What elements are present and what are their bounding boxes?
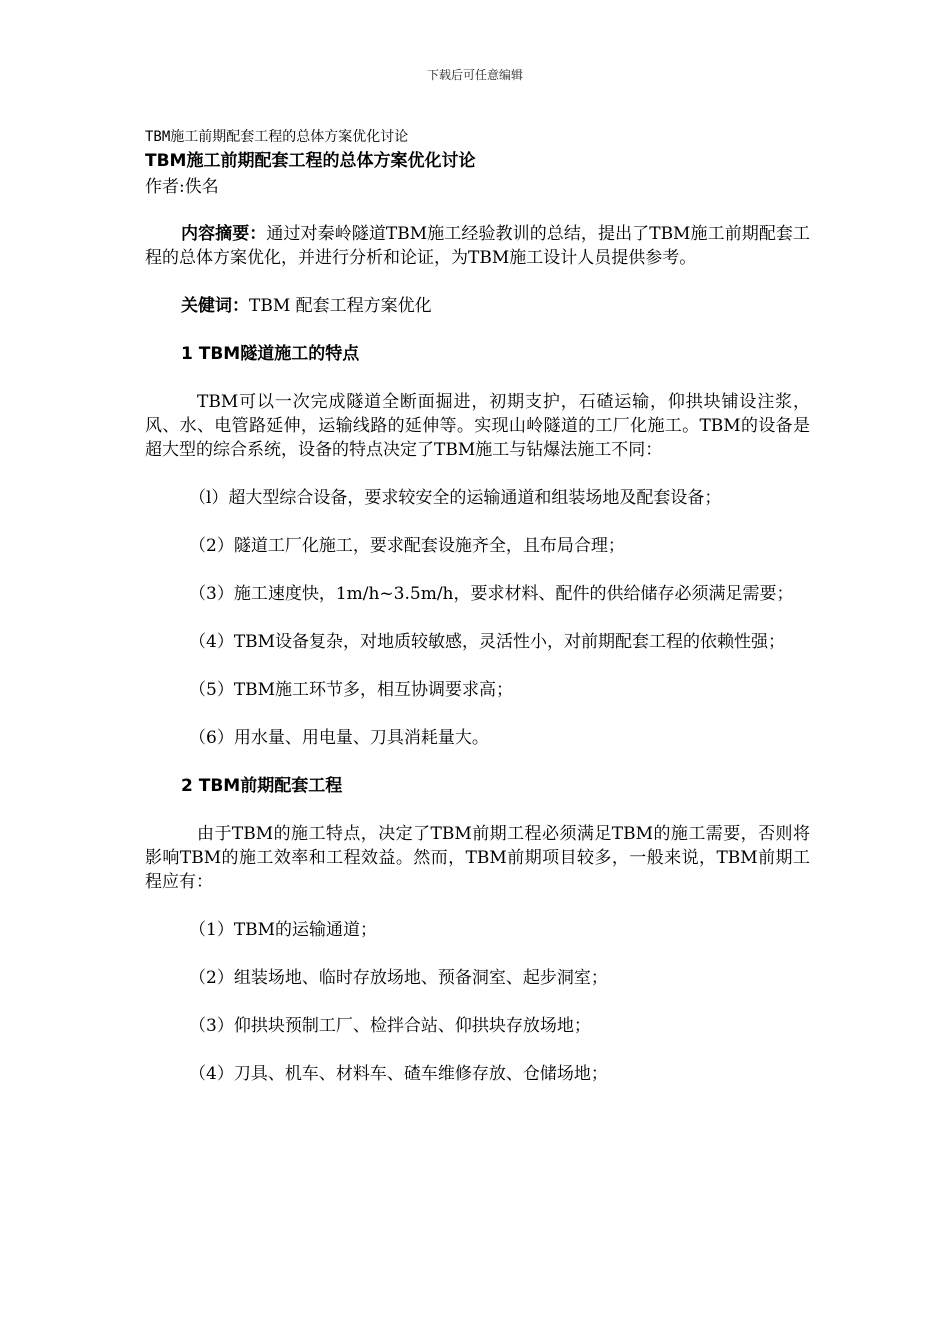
- list-item: （3）施工速度快，1m/h~3.5m/h，要求材料、配件的供给储存必须满足需要；: [189, 584, 794, 604]
- section1-intro: TBM可以一次完成隧道全断面掘进，初期支护，石碴运输，仰拱块铺设注浆，风、水、电管路延伸，运输线路的延伸等。实现山岭隧道的工厂化施工。TBM的设备是超大型的综合系统，设备的特点决定了TBM施工与钻爆法施工不同：: [145, 392, 810, 460]
- abstract-paragraph: [145, 222, 810, 270]
- author-line: 作者:佚名: [145, 177, 219, 197]
- document-body: [145, 126, 810, 1086]
- list-item: （3）仰拱块预制工厂、检拌合站、仰拱块存放场地；: [189, 1016, 591, 1036]
- list-item: （2）组装场地、临时存放场地、预备洞室、起步洞室；: [189, 968, 608, 988]
- list-item: （5）TBM施工环节多，相互协调要求高；: [189, 680, 514, 700]
- abstract-label: 内容摘要：: [181, 224, 267, 244]
- small-title: TBM施工前期配套工程的总体方案优化讨论: [145, 129, 409, 145]
- keywords-text: TBM 配套工程方案优化: [249, 296, 432, 316]
- section-heading-1: 1 TBM隧道施工的特点: [181, 344, 360, 364]
- section-heading-2: 2 TBM前期配套工程: [181, 776, 343, 796]
- keywords-paragraph: [145, 294, 810, 318]
- keywords-label: 关健词：: [181, 296, 249, 316]
- abstract-text: 通过对秦岭隧道TBM施工经验教训的总结，提出了TBM施工前期配套工程的总体方案优化，并进行分析和论证，为TBM施工设计人员提供参考。: [145, 224, 811, 268]
- list-item: （l）超大型综合设备，要求较安全的运输通道和组装场地及配套设备；: [189, 488, 722, 508]
- page-title: TBM施工前期配套工程的总体方案优化讨论: [145, 151, 476, 171]
- header-note: 下载后可任意编辑: [426, 68, 523, 82]
- list-item: （6）用水量、用电量、刀具消耗量大。: [189, 728, 489, 748]
- list-item: （4）TBM设备复杂，对地质较敏感，灵活性小，对前期配套工程的依赖性强；: [189, 632, 786, 652]
- section2-intro: 由于TBM的施工特点，决定了TBM前期工程必须满足TBM的施工需要，否则将影响TBM的施工效率和工程效益。然而，TBM前期项目较多，一般来说，TBM前期工程应有：: [145, 824, 810, 892]
- list-item: （4）刀具、机车、材料车、碴车维修存放、仓储场地；: [189, 1064, 608, 1084]
- list-item: （2）隧道工厂化施工，要求配套设施齐全，且布局合理；: [189, 536, 625, 556]
- list-item: （1）TBM的运输通道；: [189, 920, 378, 940]
